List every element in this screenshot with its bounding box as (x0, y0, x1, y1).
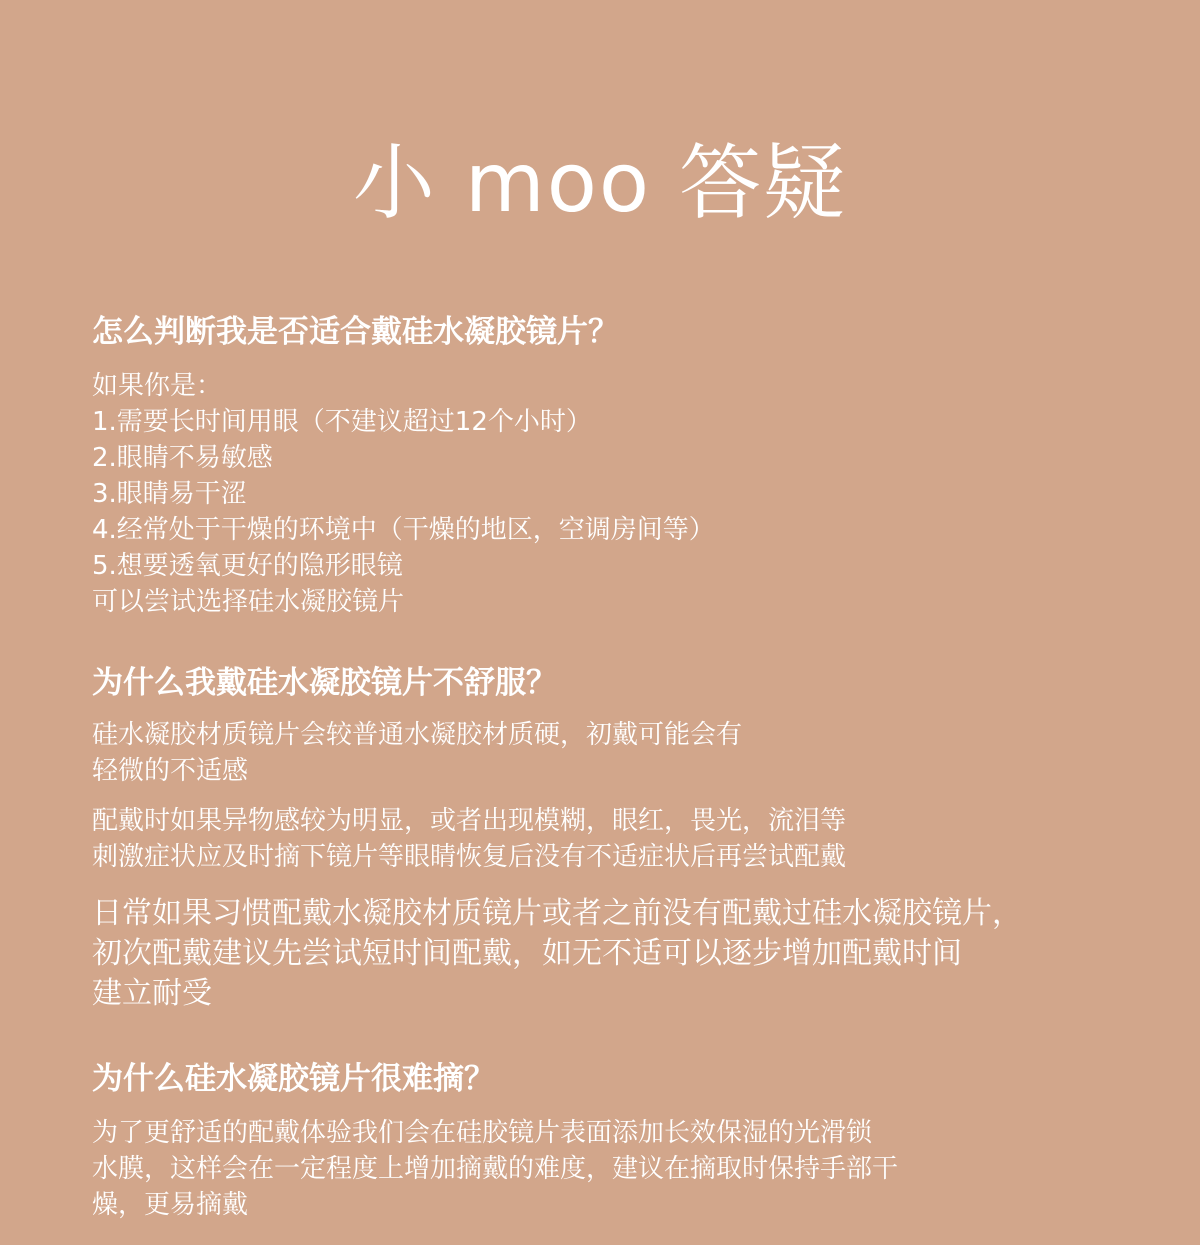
answer-line: 刺激症状应及时摘下镜片等眼睛恢复后没有不适症状后再尝试配戴 (92, 842, 847, 872)
answer-line: 3.眼睛易干涩 (92, 479, 247, 509)
answer-line: 5.想要透氧更好的隐形眼镜 (92, 551, 403, 581)
answer-line: 如果你是： (92, 371, 223, 401)
answer-paragraph (92, 368, 715, 620)
question-heading: 为什么硅水凝胶镜片很难摘？ (92, 1061, 495, 1097)
answer-paragraph (92, 803, 846, 875)
page-title: 小 moo 答疑 (352, 136, 848, 231)
answer-paragraph (92, 1115, 898, 1223)
answer-line: 可以尝试选择硅水凝胶镜片 (92, 587, 405, 617)
answer-paragraph (92, 894, 1022, 1014)
answer-line: 日常如果习惯配戴水凝胶材质镜片或者之前没有配戴过硅水凝胶镜片， (92, 896, 1022, 931)
answer-paragraph (92, 717, 742, 789)
answer-line: 配戴时如果异物感较为明显，或者出现模糊，眼红，畏光，流泪等 (92, 806, 847, 836)
answer-line: 硅水凝胶材质镜片会较普通水凝胶材质硬，初戴可能会有 (92, 720, 743, 750)
answer-line: 2.眼睛不易敏感 (92, 443, 273, 473)
answer-line: 4.经常处于干燥的环境中（干燥的地区，空调房间等） (92, 515, 715, 545)
answer-line: 水膜，这样会在一定程度上增加摘戴的难度，建议在摘取时保持手部干 (92, 1154, 899, 1184)
answer-line: 燥，更易摘戴 (92, 1190, 249, 1220)
question-heading: 怎么判断我是否适合戴硅水凝胶镜片？ (92, 314, 619, 350)
question-heading: 为什么我戴硅水凝胶镜片不舒服？ (92, 665, 557, 701)
answer-line: 轻微的不适感 (92, 756, 249, 786)
answer-line: 1.需要长时间用眼（不建议超过12个小时） (92, 407, 592, 437)
answer-line: 建立耐受 (92, 976, 212, 1011)
answer-line: 初次配戴建议先尝试短时间配戴，如无不适可以逐步增加配戴时间 (92, 936, 962, 971)
answer-line: 为了更舒适的配戴体验我们会在硅胶镜片表面添加长效保湿的光滑锁 (92, 1118, 873, 1148)
